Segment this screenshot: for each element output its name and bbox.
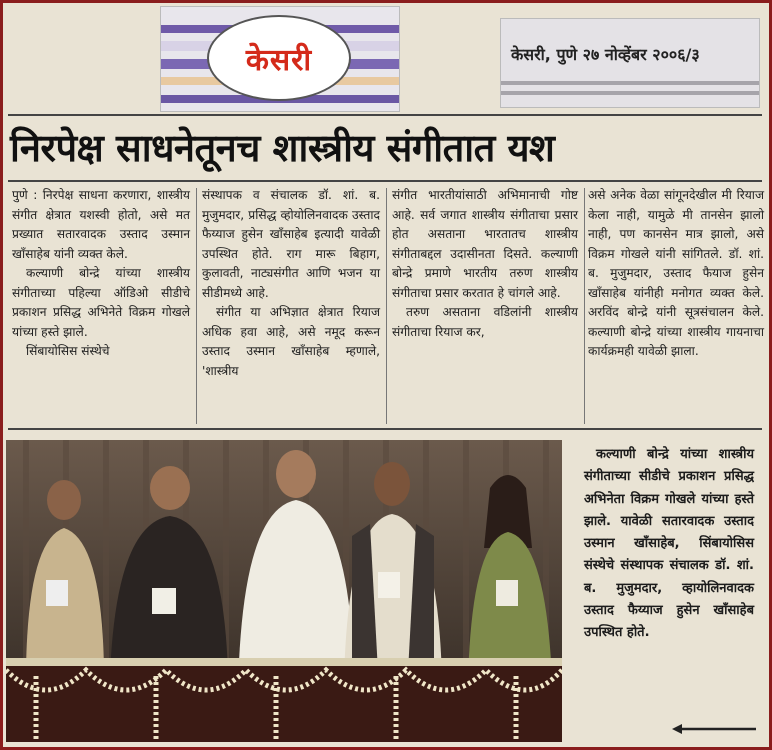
article-column-3 [392, 186, 578, 342]
dateline-box [500, 18, 760, 108]
paragraph: पुणे : निरपेक्ष साधना करणारा, शास्त्रीय संगीत क्षेत्रात यशस्वी होतो, असे मत प्रख्यात सतारवादक उस्ताद उस्मान खाँसाहेब यांनी व्यक्त केले. [12, 188, 190, 261]
paragraph: कल्याणी बोन्द्रे यांच्या शास्त्रीय संगीताच्या पहिल्या ऑडिओ सीडीचे प्रकाशन प्रसिद्ध अभिनेते विक्रम गोखले यांच्या हस्ते झाले. [12, 266, 190, 339]
column-divider [584, 188, 585, 424]
headline-top-rule [8, 114, 762, 116]
column-divider [196, 188, 197, 424]
headline-bottom-rule [8, 180, 762, 182]
paragraph: तरुण असताना वडिलांनी शास्त्रीय संगीताचा रियाज कर, [392, 305, 578, 339]
article-column-2 [202, 186, 380, 381]
dateline: केसरी, पुणे २७ नोव्हेंबर २००६/३ [511, 45, 700, 64]
column-divider [386, 188, 387, 424]
newspaper-logo [160, 6, 400, 112]
photo-caption-box [572, 436, 764, 742]
body-bottom-rule [8, 428, 762, 430]
article-column-4 [588, 186, 764, 362]
arrow-left-icon [672, 724, 756, 734]
event-photo-illustration [6, 440, 562, 742]
photo-caption-text: कल्याणी बोन्द्रे यांच्या शास्त्रीय संगीताच्या सीडीचे प्रकाशन प्रसिद्ध अभिनेता विक्रम गोखले यांच्या हस्ते झाले. यावेळी सतारवादक उस्ताद उस्मान खाँसाहेब, सिंबायोसिस संस्थेचे संस्थापक संचालक डॉ. शां. ब. मुजुमदार, व्हायोलिनवादक उस्ताद फैय्याज हुसेन खाँसाहेब उपस्थित होते. [584, 447, 754, 641]
logo-text: केसरी [245, 42, 313, 78]
photo-caption [584, 444, 754, 645]
paragraph: सिंबायोसिस संस्थेचे [26, 344, 110, 358]
paragraph: असे अनेक वेळा सांगूनदेखील मी रियाज केला नाही, यामुळे मी तानसेन झालो नाही, पण कानसेन मात्र झालो, असे विक्रम गोखले यांनी सांगितले. डॉ. शां. ब. मुजुमदार, उस्ताद फैयाज हुसेन खाँसाहेब यांनीही मनोगत व्यक्त केले. अरविंद बोन्द्रे यांनी सूत्रसंचालन केले. कल्याणी बोन्द्रे यांच्या शास्त्रीय गायनाचा कार्यक्रमही यावेळी झाला. [588, 188, 764, 358]
headline: निरपेक्ष साधनेतूनच शास्त्रीय संगीतात यश [10, 126, 555, 170]
event-photo [6, 440, 562, 742]
paragraph: संगीत भारतीयांसाठी अभिमानाची गोष्ट आहे. सर्व जगात शास्त्रीय संगीताचा प्रसार होत असताना भारतातच शास्त्रीय संगीताबद्दल उदासीनता दिसते. कल्याणी बोन्द्रे प्रमाणे भारतीय तरुण शास्त्रीय संगीताचा प्रसार करतात हे चांगले आहे. [392, 188, 578, 300]
logo-emblem [207, 15, 351, 101]
article-column-1 [12, 186, 190, 362]
paragraph: संस्थापक व संचालक डॉ. शां. ब. मुजुमदार, प्रसिद्ध व्होयोलिनवादक उस्ताद फैय्याज हुसेन खाँसाहेब इत्यादी यावेळी उपस्थित होते. राग मारू बिहाग, कुलावती, नाट्यसंगीत आणि भजन या सीडीमध्ये आहे. [202, 188, 380, 300]
paragraph: संगीत या अभिज्ञात क्षेत्रात रियाज अधिक हवा आहे, असे नमूद करून उस्ताद उस्मान खाँसाहेब म्हणाले, 'शास्त्रीय [202, 305, 380, 378]
